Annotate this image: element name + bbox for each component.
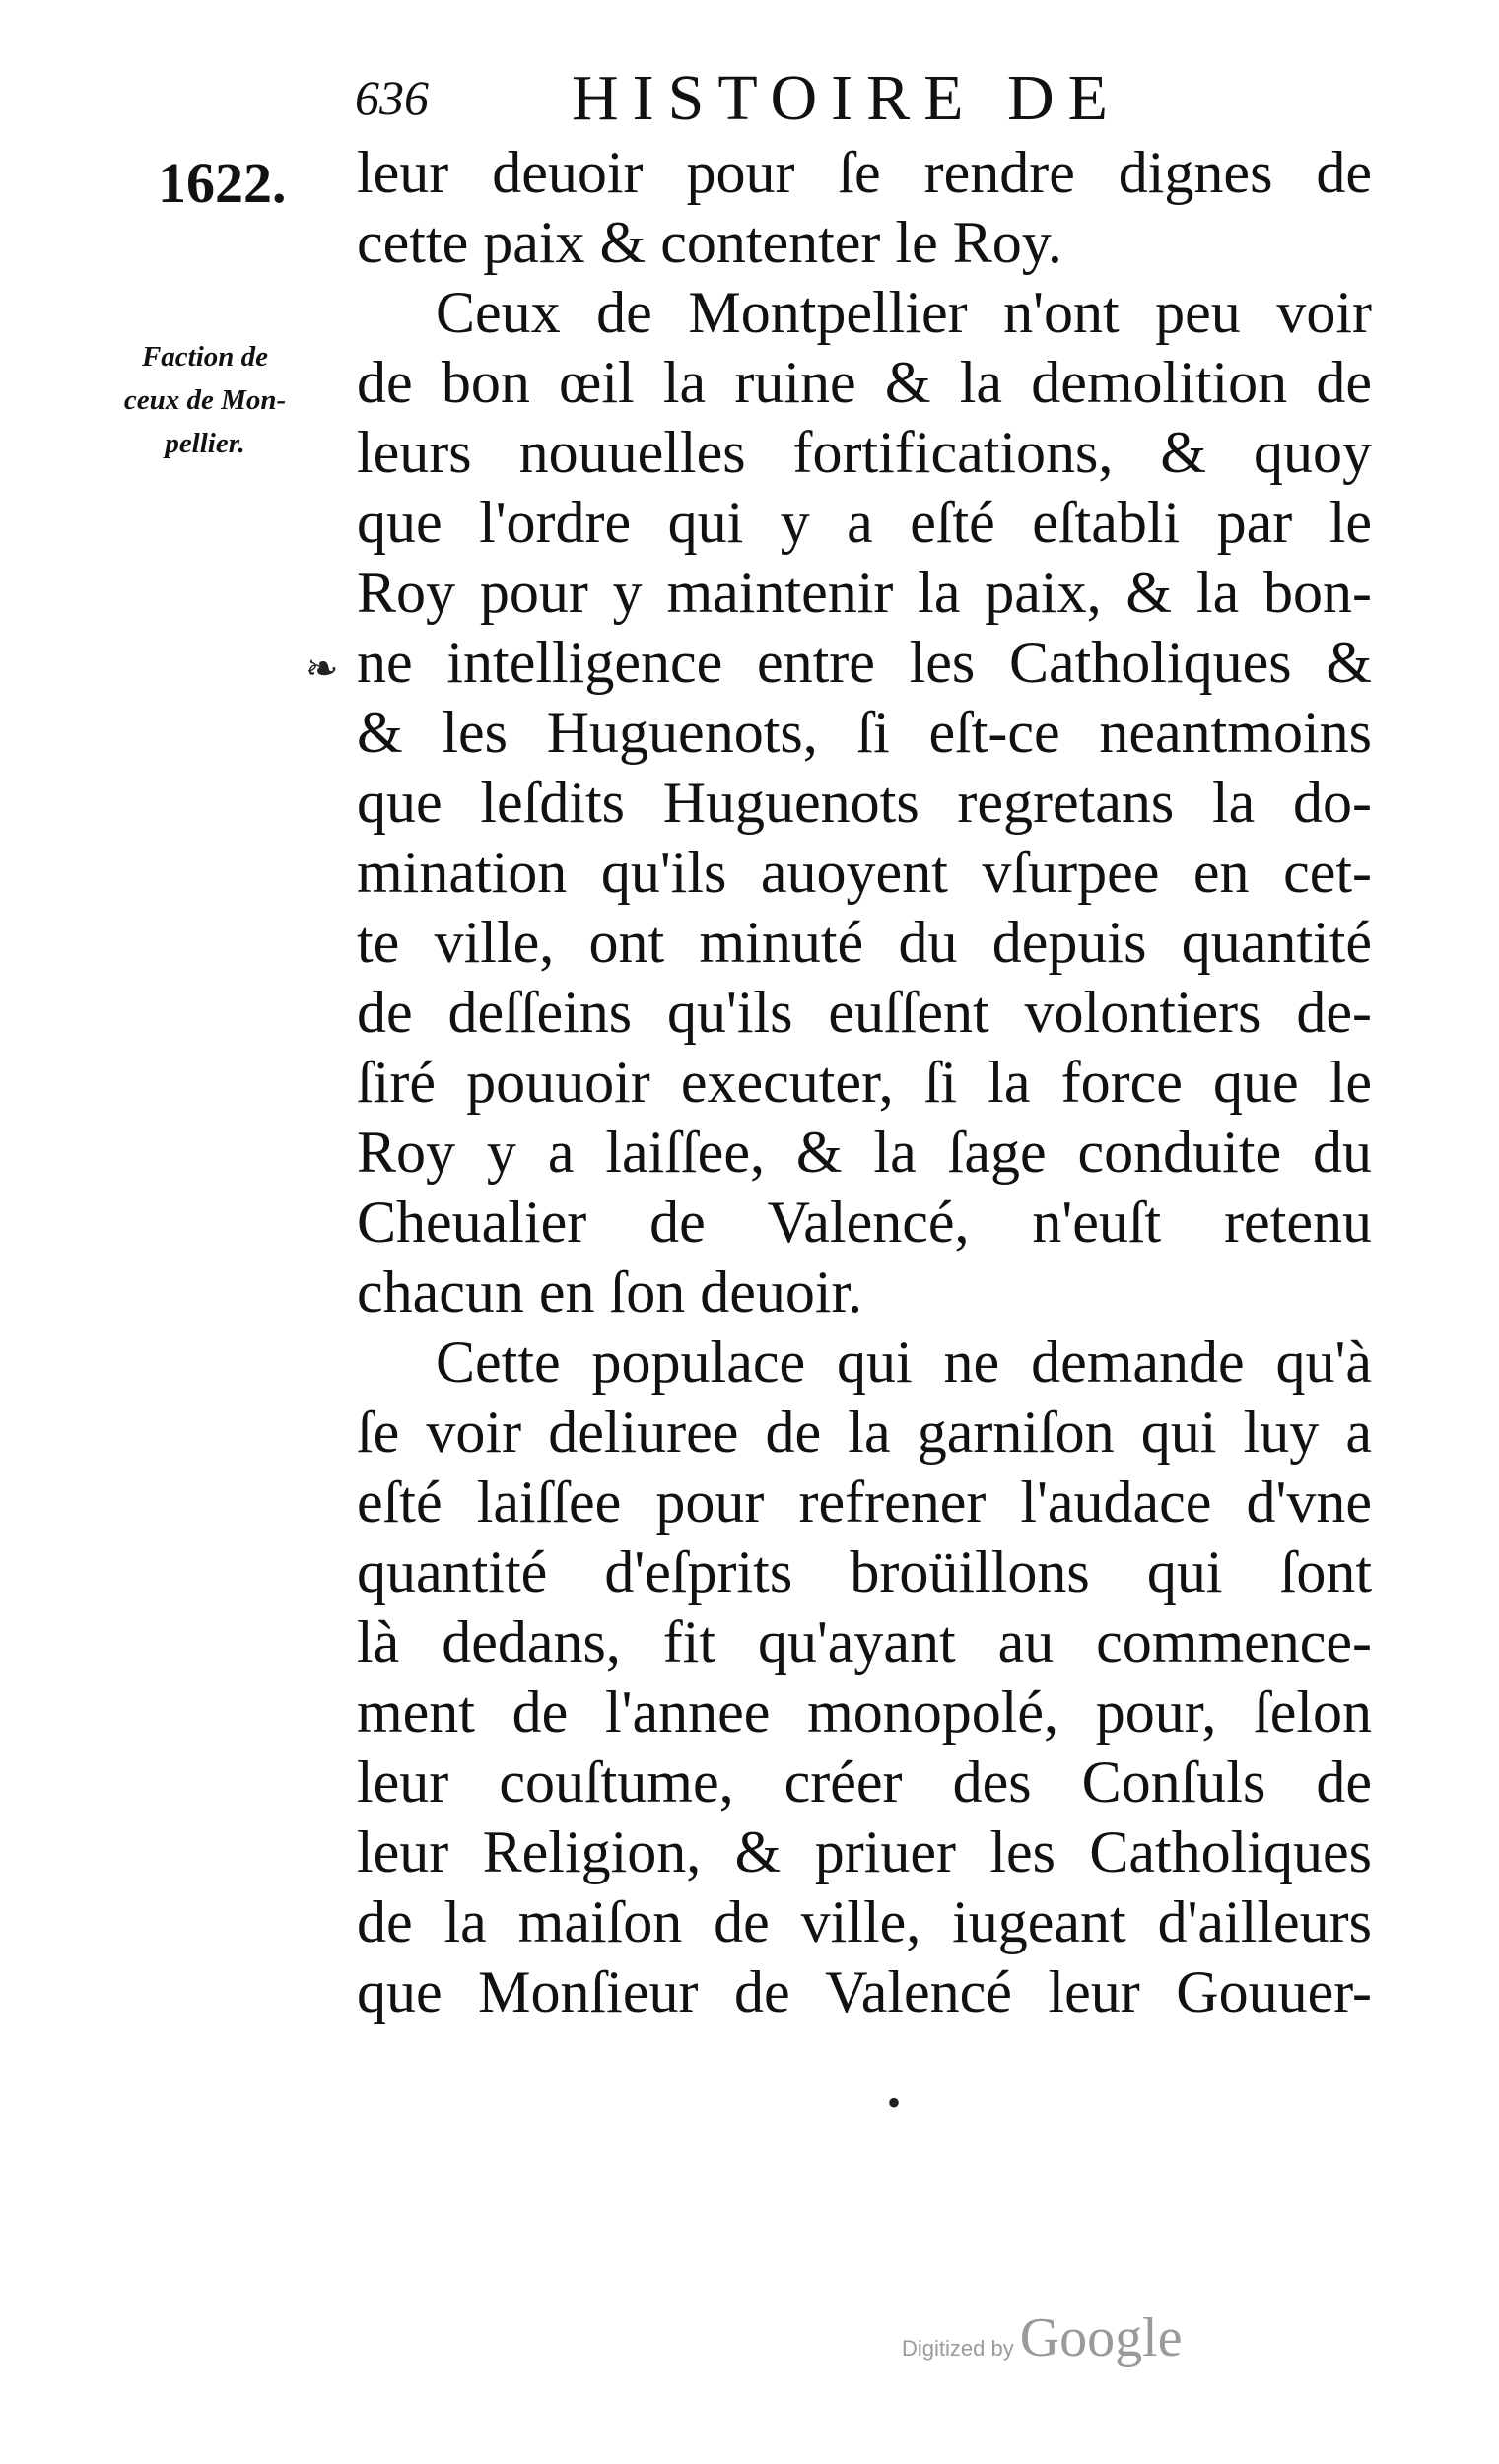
text-line: leurs nouuelles fortifications, & quoy — [357, 420, 1372, 485]
text-line: Roy pour y maintenir la paix, & la bon- — [357, 560, 1372, 625]
scan-speck: ❧ — [306, 647, 339, 691]
text-line: ment de l'annee monopolé, pour, ſelon — [357, 1679, 1372, 1745]
text-line: & les Huguenots, ſi eſt-ce neantmoins — [357, 700, 1372, 765]
text-line: que leſdits Huguenots regretans la do- — [357, 770, 1372, 835]
paragraph-2 — [357, 278, 1372, 1328]
text-line: que Monſieur de Valencé leur Gouuer- — [357, 1959, 1372, 2024]
text-line: leur deuoir pour ſe rendre dignes de — [357, 140, 1372, 205]
text-line: mination qu'ils auoyent vſurpee en cet- — [357, 840, 1372, 905]
text-line: là dedans, fit qu'ayant au commence- — [357, 1609, 1372, 1675]
margin-note-line: pellier. — [165, 428, 245, 459]
text-line: eſté laiſſee pour refrener l'audace d'vne — [357, 1470, 1372, 1535]
text-line: cette paix & contenter le Roy. — [357, 210, 1062, 275]
text-line: ſiré pouuoir executer, ſi la force que le — [357, 1050, 1372, 1115]
text-line: Ceux de Montpellier n'ont peu voir — [436, 280, 1372, 345]
text-line: quantité d'eſprits broüillons qui ſont — [357, 1540, 1372, 1605]
margin-note — [87, 335, 323, 465]
text-line: leur couſtume, créer des Conſuls de — [357, 1749, 1372, 1814]
text-line: Cette populace qui ne demande qu'à — [436, 1330, 1372, 1395]
text-line: que l'ordre qui y a eſté eſtabli par le — [357, 490, 1372, 555]
text-line: de la maiſon de ville, iugeant d'ailleurs — [357, 1889, 1372, 1954]
text-line: Roy y a laiſſee, & la ſage conduite du — [357, 1120, 1372, 1185]
body-text — [357, 138, 1372, 2027]
text-line: de bon œil la ruine & la demolition de — [357, 350, 1372, 415]
paragraph-1 — [357, 138, 1372, 278]
margin-note-line: Faction de — [141, 341, 269, 373]
text-line: chacun en ſon deuoir. — [357, 1260, 863, 1325]
google-logo-text: Google — [1019, 2307, 1183, 2368]
scan-speck: • — [887, 2081, 902, 2125]
text-line: ſe voir deliuree de la garniſon qui luy a — [357, 1400, 1372, 1465]
text-line: de deſſeins qu'ils euſſent volontiers de- — [357, 980, 1372, 1045]
paragraph-3 — [357, 1328, 1372, 2027]
watermark-small-text: Digitized by — [902, 2336, 1014, 2361]
year-margin: 1622. — [158, 151, 287, 215]
text-line: ne intelligence entre les Catholiques & — [357, 630, 1372, 695]
margin-note-line: ceux de Mon- — [123, 384, 287, 416]
text-line: te ville, ont minuté du depuis quantité — [357, 910, 1372, 975]
text-line: Cheualier de Valencé, n'euſt retenu — [357, 1190, 1372, 1255]
digitized-by-google-watermark — [902, 2306, 1183, 2369]
page-number: 636 — [355, 70, 429, 125]
text-line: leur Religion, & priuer les Catholiques — [357, 1819, 1372, 1884]
running-head: HISTOIRE DE — [572, 62, 1122, 134]
